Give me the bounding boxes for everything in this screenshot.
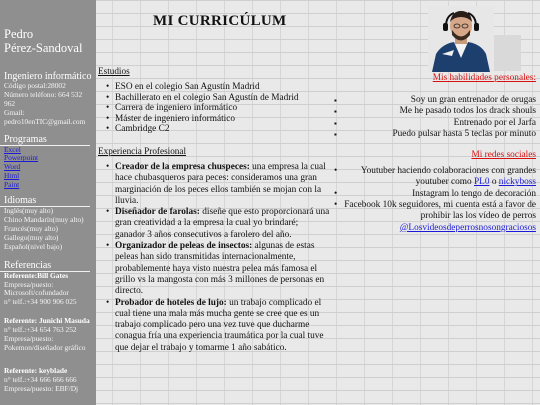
- list-item: • ESO en el colegio San Agustín Madrid: [106, 82, 330, 93]
- program-link-word[interactable]: Word: [4, 162, 21, 172]
- facebook-link[interactable]: @Losvideosdeperrosnosongraciosos: [399, 222, 536, 233]
- program-link-powerpoint[interactable]: Powerpoint: [4, 153, 39, 163]
- sidebar: [0, 0, 96, 405]
- list-item: [106, 207, 330, 241]
- language-item: Español(nivel bajo): [4, 241, 63, 251]
- last-name: Pérez-Sandoval: [4, 41, 83, 55]
- reference-line: Microsoft/cofundador: [4, 288, 69, 298]
- job-description: algunas de estas peleas han sido transmitidas internacionalmente, probablemente haya visto nuestra pelea más famosa el grillo vs la mangosta con más 3 millones de personas en directo.: [115, 241, 325, 297]
- list-item: ▪ Entrenado por el Jarfa: [334, 118, 536, 129]
- main-column: [98, 66, 330, 354]
- youtube-text: Youtuber haciendo colaboraciones con grandes youtuber como: [360, 166, 536, 188]
- job-description: una empresa la cual hace chubasqueros para peces: consideramos una gran marginación de los peces ellos también se mojan con la lluvia.: [115, 161, 326, 206]
- job-title: Creador de la empresa chuspeces:: [115, 161, 250, 172]
- job-title: Organizador de peleas de insectos:: [115, 241, 253, 252]
- first-name: Pedro: [4, 27, 34, 41]
- reference-line: Pokemon/diseñador gráfico: [4, 342, 86, 352]
- language-item: Chino Mandarín(muy alto): [4, 214, 84, 224]
- list-item: [106, 162, 330, 207]
- page-title: MI CURRICÚLUM: [153, 13, 287, 29]
- right-column: [334, 73, 536, 234]
- profile-photo: [428, 6, 494, 72]
- reference-name: Referente: Junichi Masuda: [4, 316, 90, 326]
- person-name: [0, 0, 96, 55]
- language-item: Francés(muy alto): [4, 223, 58, 233]
- social-heading: Mi redes sociales: [471, 150, 536, 161]
- list-item: • Máster de ingeniero informático: [106, 114, 330, 125]
- language-item: Inglés(muy alto): [4, 206, 54, 216]
- education-list: [98, 82, 330, 135]
- reference-line: Empresa/puesto:: [4, 279, 54, 289]
- reference-line: n° telf.:+34 666 666 666: [4, 374, 77, 384]
- reference-line: Empresa/puesto:: [4, 334, 54, 344]
- skills-heading: Mis habilidades personales:: [432, 73, 536, 83]
- reference-line: n° telf.:+34 654 763 252: [4, 325, 77, 335]
- social-list: [334, 166, 536, 234]
- references-heading: Referencias: [0, 260, 90, 272]
- postal-code: Código postal:28002: [4, 81, 66, 90]
- phone-line-1: Número teléfono: 664 532: [4, 89, 83, 99]
- list-item: ▪ Me he pasado todos los drack shouls: [334, 106, 536, 117]
- skills-list: [334, 95, 536, 140]
- job-description: un trabajo complicado el cual tiene una mala más mucha gente se cree que es un trabajo complicado pero una vez tuve que ducharme conagua fría una experiencia traumática por la cual tuve que dejar el trabajo y tomarme 1 año sabático.: [115, 297, 324, 353]
- list-item: [106, 298, 330, 354]
- person-portrait-icon: [428, 6, 494, 72]
- program-link-paint[interactable]: Paint: [4, 180, 20, 190]
- job-role: Ingeniero informático: [4, 71, 92, 82]
- youtube-link-pl0[interactable]: PL0: [474, 177, 490, 188]
- facebook-text: Facebook 10k seguidores, mi cuenta está a favor de prohibir las los vídeo de perros: [344, 200, 536, 222]
- reference-line: n° telf.:+34 900 906 025: [4, 297, 77, 307]
- programs-heading: Programas: [0, 134, 90, 146]
- job-title: Diseñador de farolas:: [115, 207, 200, 218]
- list-item: [106, 241, 330, 297]
- reference-name: Referente: keyblade: [4, 365, 68, 375]
- youtube-link-nickyboss[interactable]: nickyboss: [498, 177, 536, 188]
- list-item: [334, 166, 536, 189]
- language-item: Gallego(muy alto): [4, 232, 59, 242]
- education-heading: Estudios: [98, 66, 130, 76]
- gmail-label: Gmail:: [4, 107, 25, 117]
- job-description: diseñe que esto proporcionará una gran creatividad a la empresa la cual yo brindaré; ganador 3 años consecutivos a farolero del año.: [115, 207, 330, 240]
- list-item: • Bachillerato en el colegio San Agustín de Madrid: [106, 93, 330, 104]
- job-title: Probador de hoteles de lujo:: [115, 297, 227, 308]
- list-item: • Cambridge C2: [106, 124, 330, 135]
- languages-heading: Idiomas: [0, 195, 90, 207]
- list-item: • Instagram lo tengo de decoración: [334, 189, 536, 200]
- youtube-connector: o: [489, 177, 499, 188]
- experience-heading: Experiencia Profesional: [98, 145, 187, 156]
- photo-backdrop: [491, 35, 521, 71]
- list-item: • Carrera de ingeniero informático: [106, 103, 330, 114]
- phone-line-2: 962: [4, 98, 16, 108]
- gmail-value: pedro10enTIC@gmail.com: [4, 116, 86, 126]
- experience-list: [98, 162, 330, 354]
- reference-line: Empresa/puesto: EBF/Dj: [4, 383, 79, 393]
- list-item: ▪ Soy un gran entrenador de orugas: [334, 95, 536, 106]
- list-item: ▪ Puedo pulsar hasta 5 teclas por minuto: [334, 129, 536, 140]
- reference-name: Referente:Bill Gates: [4, 270, 69, 280]
- list-item: [334, 200, 536, 234]
- program-link-html[interactable]: Html: [4, 171, 20, 181]
- program-link-excel[interactable]: Excel: [4, 144, 21, 154]
